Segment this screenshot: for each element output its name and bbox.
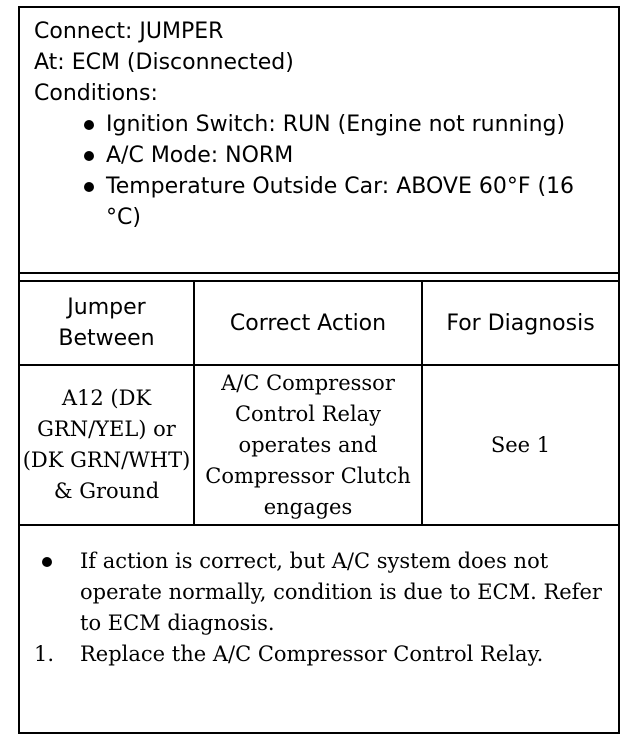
jumper-test-table bbox=[20, 282, 618, 526]
note-item-1 bbox=[34, 639, 606, 670]
connect-line: Connect: JUMPER bbox=[34, 19, 224, 44]
column-header-jumper-between: Jumper Between bbox=[20, 282, 194, 365]
diagnostic-chart-frame bbox=[18, 6, 620, 734]
diagnosis-notes bbox=[20, 540, 618, 670]
note-text: Replace the A/C Compressor Control Relay. bbox=[80, 642, 544, 666]
header-divider-top bbox=[20, 272, 618, 274]
note-number: 1. bbox=[34, 642, 55, 666]
conditions-label: Conditions: bbox=[34, 81, 158, 106]
condition-item-ignition: Ignition Switch: RUN (Engine not running) bbox=[82, 109, 586, 140]
cell-for-diagnosis: See 1 bbox=[422, 365, 618, 525]
test-conditions-header bbox=[20, 8, 618, 274]
at-line: At: ECM (Disconnected) bbox=[34, 50, 294, 75]
column-header-correct-action: Correct Action bbox=[194, 282, 422, 365]
conditions-list bbox=[34, 109, 618, 233]
cell-jumper-between: A12 (DK GRN/YEL) or (DK GRN/WHT) & Ground bbox=[20, 365, 194, 525]
table-header-row bbox=[20, 282, 618, 365]
cell-correct-action: A/C Compressor Control Relay operates and Compressor Clutch engages bbox=[194, 365, 422, 525]
note-item-bullet bbox=[34, 546, 606, 639]
note-text: If action is correct, but A/C system does not operate normally, condition is due to ECM. Refer to ECM diagnosis. bbox=[80, 549, 602, 635]
column-header-for-diagnosis: For Diagnosis bbox=[422, 282, 618, 365]
condition-item-ac-mode: A/C Mode: NORM bbox=[82, 140, 586, 171]
condition-item-temperature: Temperature Outside Car: ABOVE 60°F (16 °C) bbox=[82, 171, 586, 233]
bullet-icon bbox=[34, 546, 80, 639]
table-row bbox=[20, 365, 618, 525]
